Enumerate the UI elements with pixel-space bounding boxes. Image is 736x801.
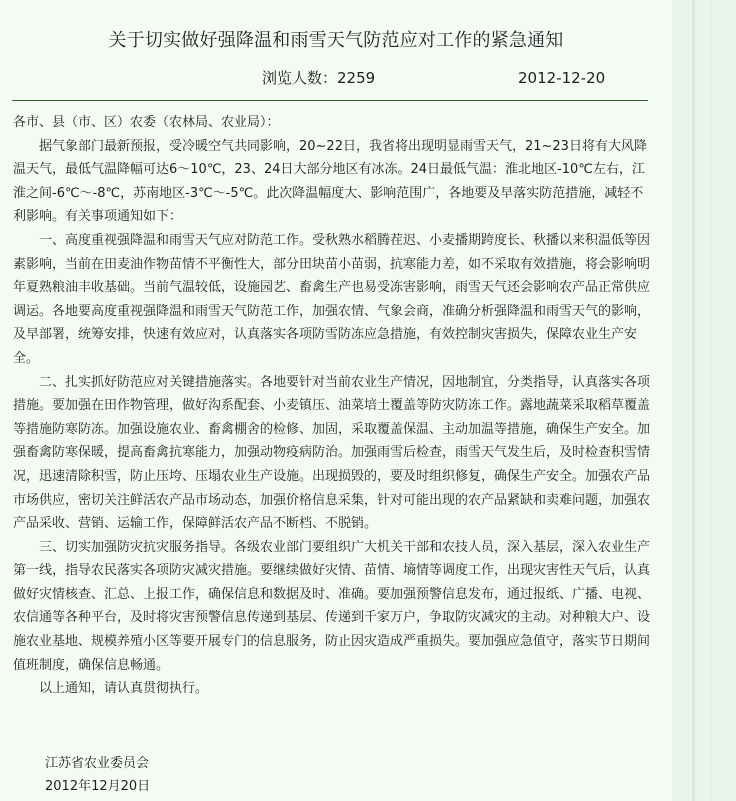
item-1-paragraph: 一、高度重视强降温和雨雪天气应对防范工作。受秋熟水稻腾茬迟、小麦播期跨度长、秋播以来积温低等因素影响，当前在田麦油作物苗情不平衡性大，部分田块苗小苗弱，抗寒能力差，如不采取有效措施，将会影响明年夏熟粮油丰收基础。当前气温较低，设施园艺、畜禽生产也易受冻害影响，雨雪天气还会影响农产品正常供应调运。各地要高度重视强降温和雨雪天气防范工作，加强农情、气象会商，准确分析强降温和雨雪天气的影响，及早部署，统筹安排，快速有效应对，认真落实各项防雪防冻应急措施，有效控制灾害损失，保障农业生产安全。 [13,232,651,366]
signature-date: 2012年12月20日 [45,779,151,794]
article-body [13,111,653,701]
publish-date: 2012-12-20 [518,69,606,87]
sidebar-strip [672,0,736,801]
signature-block [45,752,265,798]
sidebar-divider-secondary [710,0,712,801]
intro-paragraph: 据气象部门最新预报，受冷暖空气共同影响，20~22日，我省将出现明显雨雪天气，21~23日将有大风降温天气，最低气温降幅可达6～10℃，23、24日大部分地区有冰冻。24日最低气温：淮北地区-10℃左右，江淮之间-6℃～-8℃，苏南地区-3℃～-5℃。此次降温幅度大、影响范围广，各地要及早落实防范措施，减轻不利影响。有关事项通知如下： [13,138,647,225]
page-title: 关于切实做好强降温和雨雪天气防范应对工作的紧急通知 [108,30,564,51]
article-meta [262,67,652,89]
sidebar-divider [692,0,695,801]
view-count: 浏览人数：2259 [262,69,376,87]
item-3-paragraph: 三、切实加强防灾抗灾服务指导。各级农业部门要组织广大机关干部和农技人员，深入基层，深入农业生产第一线，指导农民落实各项防灾减灾措施。要继续做好灾情、苗情、墒情等调度工作，出现灾害性天气后，认真做好灾情核查、汇总、上报工作，确保信息和数据及时、准确。要加强预警信息发布，通过报纸、广播、电视、农信通等各种平台，及时将灾害预警信息传递到基层、传递到千家万户，争取防灾减灾的主动。对种粮大户、设施农业基地、规模养殖小区等要开展专门的信息服务，防止因灾造成严重损失。要加强应急值守，落实节日期间值班制度，确保信息畅通。 [13,539,651,673]
title-divider [12,100,648,101]
addressee-line: 各市、县（市、区）农委（农林局、农业局）： [13,115,280,130]
closing-paragraph: 以上通知，请认真贯彻执行。 [39,681,209,697]
signature-organization: 江苏省农业委员会 [45,756,150,771]
item-2-paragraph: 二、扎实抓好防范应对关键措施落实。各地要针对当前农业生产情况，因地制宜，分类指导，认真落实各项措施。要加强在田作物管理，做好沟系配套、小麦镇压、油菜培土覆盖等防灾防冻工作。露地蔬菜采取稻草覆盖等措施防寒防冻。加强设施农业、畜禽棚舍的检修、加固，采取覆盖保温、主动加温等措施，确保生产安全。加强畜禽防寒保暖，提高畜禽抗寒能力，加强动物疫病防治。加强雨雪后检查，雨雪天气发生后，及时检查积雪情况，迅速清除积雪，防止压垮、压塌农业生产设施。出现损毁的，要及时组织修复，确保生产安全。加强农产品市场供应，密切关注鲜活农产品市场动态，加强价格信息采集，针对可能出现的农产品紧缺和卖难问题，加强农产品采收、营销、运输工作，保障鲜活农产品不断档、不脱销。 [13,374,651,532]
